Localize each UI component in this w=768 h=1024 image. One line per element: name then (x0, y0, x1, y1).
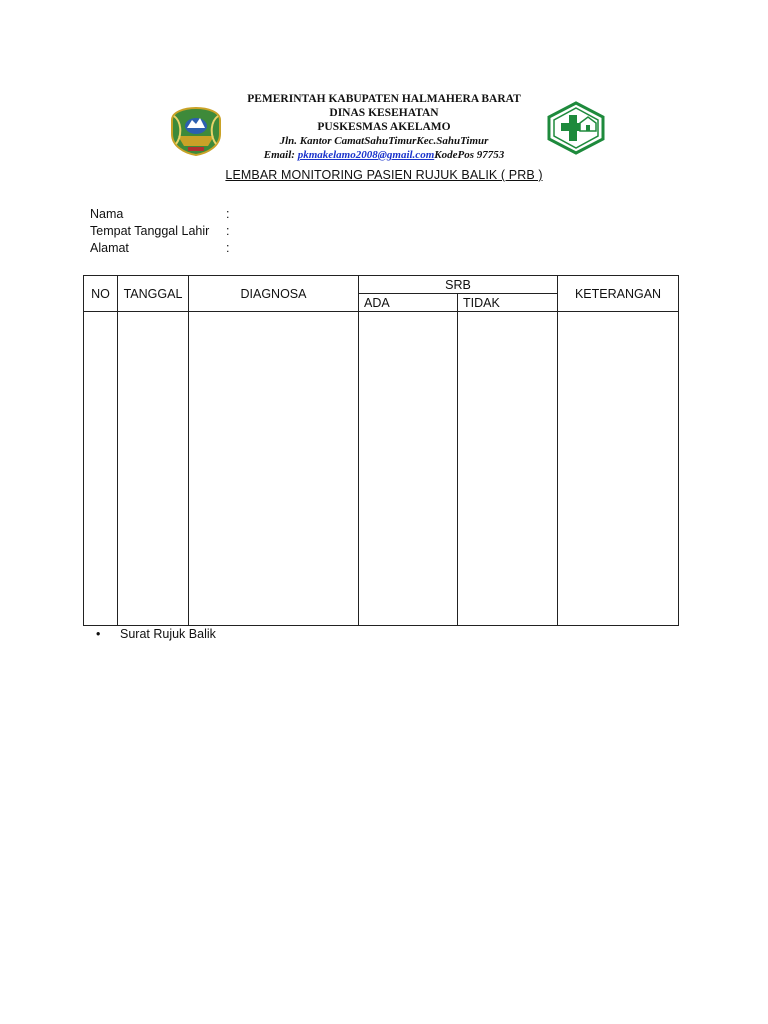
monitoring-table (83, 275, 678, 626)
contact-line (200, 148, 568, 162)
header-srb: SRB (359, 276, 558, 294)
field-label: Tempat Tanggal Lahir (90, 224, 210, 238)
government-name: PEMERINTAH KABUPATEN HALMAHERA BARAT (247, 93, 521, 105)
email-label: Email: (263, 149, 298, 161)
field-tempat-tanggal-lahir (90, 224, 229, 238)
field-label: Nama (90, 207, 124, 221)
header-keterangan: KETERANGAN (558, 276, 679, 312)
cell-ada[interactable] (359, 312, 458, 626)
field-separator: : (226, 224, 230, 238)
cell-diagnosa[interactable] (189, 312, 359, 626)
field-separator: : (226, 207, 230, 221)
field-alamat (90, 241, 229, 255)
note-text: Surat Rujuk Balik (120, 627, 216, 641)
header-diagnosa: DIAGNOSA (189, 276, 359, 312)
field-nama (90, 207, 229, 221)
email-link[interactable]: pkmakelamo2008@gmail.com (297, 149, 435, 161)
note-list-item (96, 627, 216, 641)
cell-keterangan[interactable] (558, 312, 679, 626)
document-title: LEMBAR MONITORING PASIEN RUJUK BALIK ( PRB ) (225, 168, 543, 182)
clinic-address: Jln. Kantor CamatSahuTimurKec.SahuTimur (279, 135, 489, 147)
department-name: DINAS KESEHATAN (329, 107, 439, 119)
header-ada: ADA (359, 294, 458, 312)
table-row (84, 312, 679, 626)
letterhead (200, 92, 568, 162)
header-no: NO (84, 276, 118, 312)
field-separator: : (226, 241, 230, 255)
header-tanggal: TANGGAL (118, 276, 189, 312)
header-tidak: TIDAK (458, 294, 558, 312)
field-label: Alamat (90, 241, 129, 255)
cell-no[interactable] (84, 312, 118, 626)
postal-code: KodePos 97753 (434, 149, 505, 161)
cell-tanggal[interactable] (118, 312, 189, 626)
cell-tidak[interactable] (458, 312, 558, 626)
clinic-name: PUSKESMAS AKELAMO (317, 121, 451, 133)
bullet-icon: • (96, 627, 101, 641)
